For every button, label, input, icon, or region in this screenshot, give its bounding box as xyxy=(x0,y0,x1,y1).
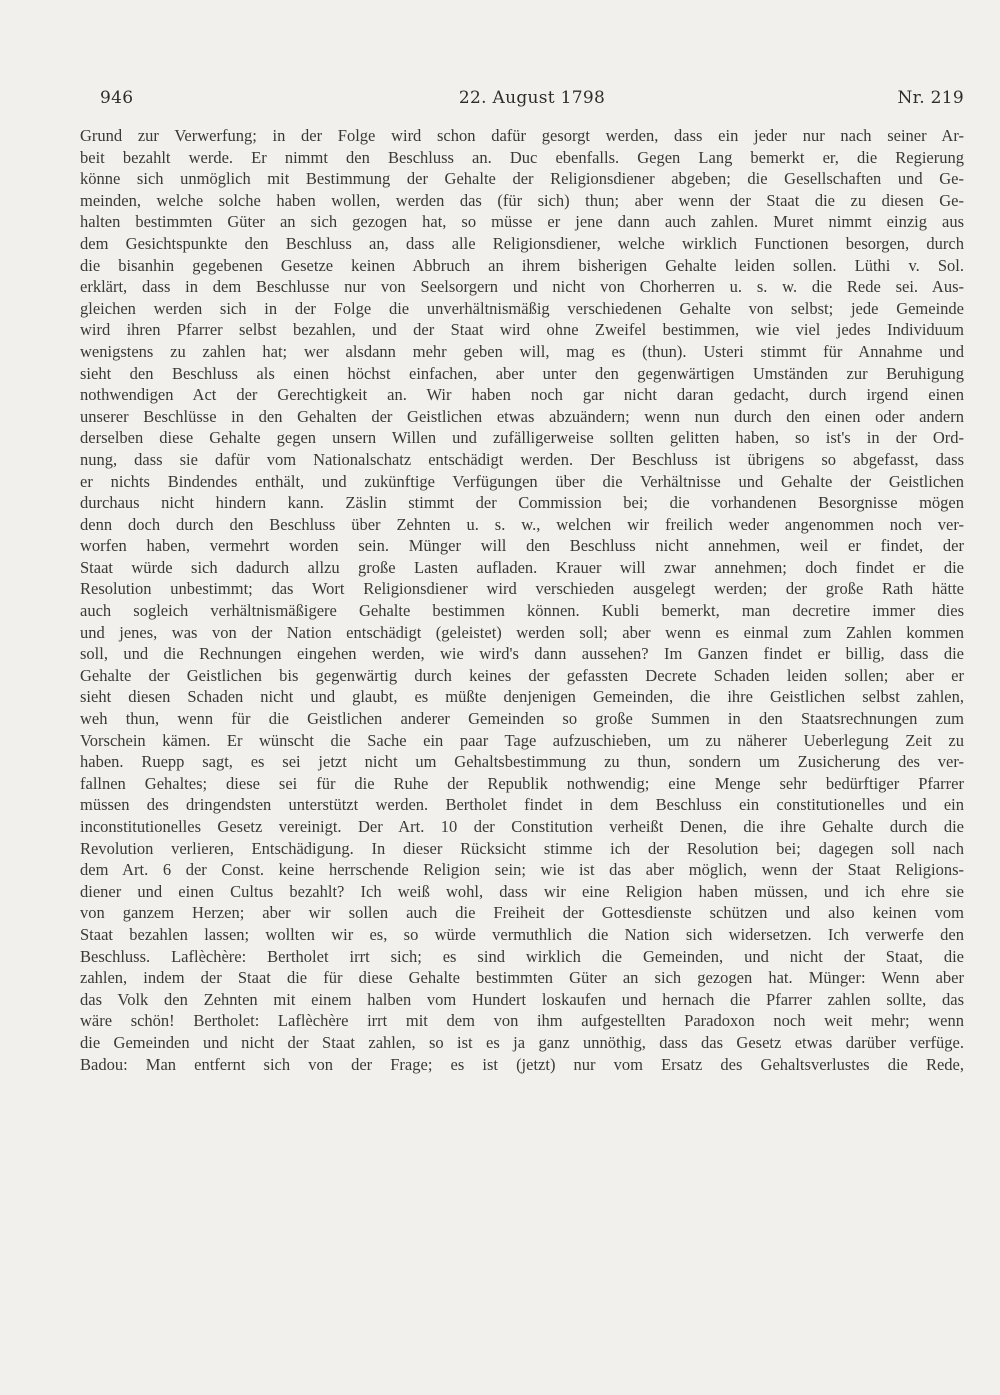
text-line: wenigstens zu zahlen hat; wer alsdann mehr geben will, mag es (thun). Usteri stimmt für Annahme und xyxy=(80,341,964,361)
text-line: Staat würde sich dadurch allzu große Lasten aufladen. Krauer will zwar annehmen; doch findet er die xyxy=(80,557,964,577)
text-line: Resolution unbestimmt; das Wort Religionsdiener wird verschieden ausgelegt werden; der große Rath hätte xyxy=(80,579,964,599)
text-line: inconstitutionelles Gesetz vereinigt. Der Art. 10 der Constitution verheißt Denen, die ihre Gehalte durch die xyxy=(80,817,964,836)
text-line: könne sich unmöglich mit Bestimmung der Gehalte der Religionsdiener abgeben; die Gesellschaften und Ge- xyxy=(80,169,964,189)
text-line: und jenes, was von der Nation entschädigt (geleistet) werden soll; aber wenn es einmal zum Zahlen kommen xyxy=(80,622,964,642)
text-line: haben. Ruepp sagt, es sei jetzt nicht um Gehaltsbestimmung zu thun, sondern um Zusicherung des ver- xyxy=(80,752,964,772)
text-line: weh thun, wenn für die Geistlichen anderer Gemeinden so große Summen in den Staatsrechnungen zum xyxy=(80,709,964,729)
text-line: Gehalte der Geistlichen bis gegenwärtig durch keines der gefassten Decrete Schaden leiden sollen; aber er xyxy=(80,665,964,685)
text-line: nothwendigen Act der Gerechtigkeit an. Wir haben noch gar nicht daran gedacht, durch irgend einen xyxy=(80,385,964,405)
text-line: zahlen, indem der Staat die für diese Gehalte bestimmten Güter an sich gezogen hat. Münger: Wenn aber xyxy=(80,968,964,988)
text-line: das Volk den Zehnten mit einem halben vom Hundert loskaufen und hernach die Pfarrer zahlen sollte, das xyxy=(80,989,964,1009)
text-line: derselben diese Gehalte gegen unsern Willen und zufälligerweise sollten gelitten haben, so ist's in der Ord- xyxy=(80,428,964,448)
text-line: er nichts Bindendes enthält, und zukünftige Verfügungen über die Verhältnisse und Gehalte der Geistlichen xyxy=(80,471,964,491)
text-line: gleichen werden sich in der Folge die unverhältnismäßig verschiedenen Gehalte von selbst; jede Gemeinde xyxy=(80,298,964,318)
text-line: Vorschein kämen. Er wünscht die Sache ein paar Tage aufzuschieben, um zu näherer Ueberlegung Zeit zu xyxy=(80,730,964,750)
text-line: Revolution verlieren, Entschädigung. In dieser Rücksicht stimme ich der Resolution bei; dagegen soll nach xyxy=(80,838,964,858)
text-line: Staat bezahlen lassen; wollten wir es, so würde vermuthlich die Nation sich widersetzen. Ich verwerfe den xyxy=(80,924,964,944)
text-line: halten bestimmten Güter an sich gezogen hat, so müsse er jene dann auch zahlen. Muret nimmt einzig aus xyxy=(80,212,964,232)
text-line: wäre schön! Bertholet: Laflèchère irrt mit dem von ihm aufgestellten Paradoxon noch weit mehr; wenn xyxy=(80,1011,964,1031)
page-header xyxy=(100,88,964,118)
text-line: soll, und die Rechnungen eingehen werden, wie wird's dann aussehen? Im Ganzen findet er billig, dass die xyxy=(80,644,964,664)
text-line: diener und einen Cultus bezahlt? Ich weiß wohl, dass wir eine Religion haben müssen, und ich ehre sie xyxy=(80,881,964,901)
text-line: müssen des dringendsten unterstützt werden. Bertholet findet in dem Beschluss ein constitutionelles und ein xyxy=(80,795,964,815)
text-line: unserer Beschlüsse in den Gehalten der Geistlichen etwas abzuändern; wenn nun durch den einen oder andern xyxy=(80,406,964,426)
text-line: sieht diesen Schaden nicht und glaubt, es müßte denjenigen Gemeinden, die ihre Geistlichen selbst zahlen, xyxy=(80,687,964,707)
text-line: wird ihren Pfarrer selbst bezahlen, und der Staat wird ohne Zweifel bestimmen, wie viel jedes Individuum xyxy=(80,320,964,340)
text-line: erklärt, dass in dem Beschlusse nur von Seelsorgern und nicht von Chorherren u. s. w. die Rede sei. Aus- xyxy=(80,277,964,297)
text-line: auch sogleich verhältnismäßigere Gehalte bestimmen können. Kubli bemerkt, man decretire immer dies xyxy=(80,601,964,621)
text-line: beit bezahlt werde. Er nimmt den Beschluss an. Duc ebenfalls. Gegen Lang bemerkt er, die Regierung xyxy=(80,147,964,167)
text-line: dem Art. 6 der Const. keine herrschende Religion sein; wie ist das aber möglich, wenn der Staat Religions- xyxy=(80,860,964,880)
body-text xyxy=(80,125,964,1075)
text-line: nung, dass sie dafür vom Nationalschatz entschädigt werden. Der Beschluss ist übrigens so abgefasst, dass xyxy=(80,449,964,469)
text-line: Badou: Man entfernt sich von der Frage; es ist (jetzt) nur vom Ersatz des Gehaltsverlustes die Rede, xyxy=(80,1054,964,1074)
text-line: die bisanhin gegebenen Gesetze keinen Abbruch an ihrem bisherigen Gehalte leiden sollen. Lüthi v. Sol. xyxy=(80,255,964,275)
page-number: 946 xyxy=(100,88,134,108)
text-line: von ganzem Herzen; aber wir sollen auch die Freiheit der Gottesdienste schützen und also keinen vom xyxy=(80,903,964,923)
text-line: worfen haben, vermehrt worden sein. Münger will den Beschluss nicht annehmen, weil er findet, der xyxy=(80,536,964,556)
header-date: 22. August 1798 xyxy=(458,88,606,108)
text-line: Grund zur Verwerfung; in der Folge wird schon dafür gesorgt werden, dass ein jeder nur nach seiner Ar- xyxy=(80,126,964,145)
text-line: dem Gesichtspunkte den Beschluss an, dass alle Religionsdiener, welche wirklich Functionen besorgen, durch xyxy=(80,233,964,253)
text-line: durchaus nicht hindern kann. Zäslin stimmt der Commission bei; die vorhandenen Besorgnisse mögen xyxy=(80,493,964,513)
text-line: denn doch durch den Beschluss über Zehnten u. s. w., welchen wir freilich weder angenommen noch ver- xyxy=(80,514,964,534)
text-line: Beschluss. Laflèchère: Bertholet irrt sich; es sind wirklich die Gemeinden, und nicht der Staat, die xyxy=(80,946,964,966)
text-line: die Gemeinden und nicht der Staat zahlen, so ist es ja ganz unnöthig, dass das Gesetz etwas darüber verfüge. xyxy=(80,1032,964,1052)
text-line: meinden, welche solche haben wollen, werden das (für sich) thun; aber wenn der Staat die zu diesen Ge- xyxy=(80,190,964,210)
text-line: fallnen Gehaltes; diese sei für die Ruhe der Republik nothwendig; eine Menge sehr bedürftiger Pfarrer xyxy=(80,773,964,793)
record-number: Nr. 219 xyxy=(897,88,964,108)
text-line: sieht den Beschluss als einen höchst einfachen, aber unter den gegenwärtigen Umständen zur Beruhigung xyxy=(80,363,964,383)
